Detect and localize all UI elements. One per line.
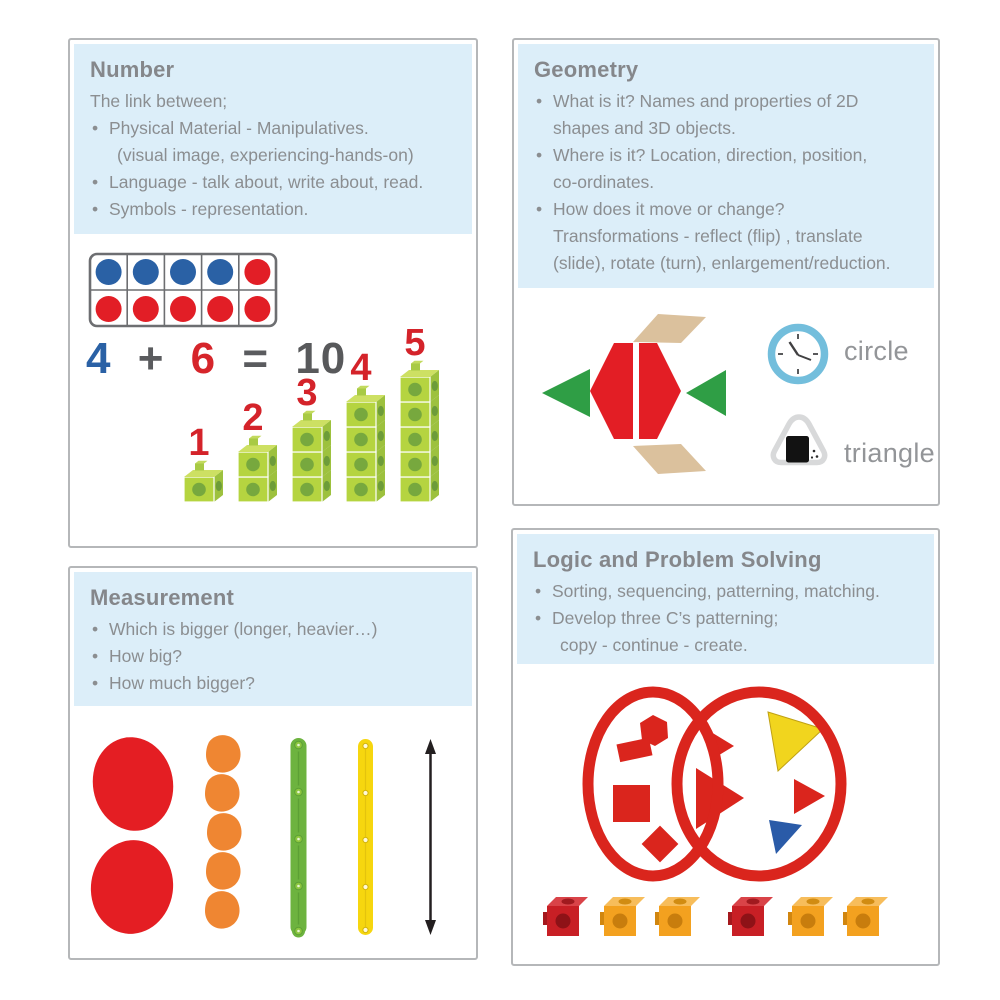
bullet-marker: • [535, 581, 542, 601]
measurement-illustration [78, 723, 470, 951]
bullet-marker: • [536, 199, 543, 219]
geometry-bullet-2-wrap: co-ordinates. [553, 172, 655, 192]
red-diamond [642, 826, 679, 863]
ten-frame-dot [170, 259, 196, 285]
measurement-bullet-1 [90, 616, 458, 643]
ten-frame-dot [133, 259, 159, 285]
geometry-title: Geometry [534, 57, 639, 82]
bullet-text: Develop three C’s patterning; [552, 608, 779, 628]
snap-cube-stacks [172, 302, 472, 542]
logic-bullet-1 [533, 578, 920, 605]
pattern-cube [655, 897, 700, 936]
bullet-marker: • [536, 145, 543, 165]
geometry-bullet-1-wrap: shapes and 3D objects. [553, 118, 736, 138]
plus-sign: + [137, 334, 165, 383]
tangram-fish [526, 302, 774, 494]
logic-bullet-2-sub: copy - continue - create. [560, 635, 748, 655]
geometry-panel-header [518, 44, 934, 288]
bullet-text: How does it move or change? [553, 199, 785, 219]
bullet-text: What is it? Names and properties of 2D [553, 91, 859, 111]
bullet-text: Which is bigger (longer, heavier…) [109, 619, 378, 639]
number-bullet-1 [90, 115, 458, 142]
geometry-panel [512, 38, 940, 506]
geometry-bullet-3-wrap: Transformations - reflect (flip) , translate [553, 226, 863, 246]
logic-panel [511, 528, 940, 966]
measurement-panel-header [74, 572, 472, 706]
orange-drops [205, 735, 242, 928]
geometry-bullet-3-wrap2: (slide), rotate (turn), enlargement/reduction. [553, 253, 891, 273]
number-panel-header [74, 44, 472, 234]
measurement-panel [68, 566, 478, 960]
double-arrow-icon [425, 739, 436, 935]
bullet-text: Symbols - representation. [109, 199, 309, 219]
ten-frame-dot [244, 259, 270, 285]
pattern-cube [843, 897, 888, 936]
stack-number-label: 4 [350, 347, 372, 389]
pattern-cube [600, 897, 645, 936]
red-rectangle [616, 738, 652, 762]
geometry-bullet-1 [534, 88, 920, 115]
equals-sign: = [242, 334, 270, 383]
geometry-bullet-3 [534, 196, 920, 223]
equation-addend-1: 4 [86, 334, 112, 383]
logic-panel-header [517, 534, 934, 664]
bullet-text: Language - talk about, write about, read. [109, 172, 424, 192]
bullet-marker: • [92, 172, 99, 192]
bullet-marker: • [92, 619, 99, 639]
bullet-text: How big? [109, 646, 182, 666]
bullet-marker: • [92, 673, 99, 693]
ten-frame-dot [207, 259, 233, 285]
stack-number-label: 3 [296, 372, 318, 414]
red-square [613, 785, 650, 822]
number-bullet-2 [90, 169, 458, 196]
bullet-marker: • [535, 608, 542, 628]
green-strip [291, 738, 307, 938]
number-intro: The link between; [90, 91, 228, 111]
number-title: Number [90, 57, 175, 82]
ten-frame-dot [96, 259, 122, 285]
red-eggs [85, 731, 181, 939]
number-bullet-1-sub: (visual image, experiencing-hands-on) [117, 145, 414, 165]
red-triangle-right [794, 779, 825, 814]
bullet-text: Sorting, sequencing, patterning, matching. [552, 581, 880, 601]
stack-number-label: 5 [404, 322, 426, 364]
equation-addend-2: 6 [190, 334, 217, 383]
measurement-bullet-2 [90, 643, 458, 670]
yellow-strip [358, 739, 373, 935]
logic-bullet-2 [533, 605, 920, 632]
blue-triangle [769, 820, 802, 854]
measurement-bullet-3 [90, 670, 458, 697]
bullet-text: Physical Material - Manipulatives. [109, 118, 369, 138]
onigiri-triangle-icon [766, 410, 832, 474]
logic-title: Logic and Problem Solving [533, 547, 822, 572]
geometry-bullet-2 [534, 142, 920, 169]
pattern-cube [728, 897, 773, 936]
ten-frame-dot [133, 296, 159, 322]
clock-circle-icon [766, 322, 830, 386]
pattern-cubes [539, 886, 915, 950]
ten-frame-dot [96, 296, 122, 322]
pattern-cube [788, 897, 833, 936]
bullet-marker: • [92, 646, 99, 666]
number-bullet-3 [90, 196, 458, 223]
stack-number-label: 1 [188, 422, 210, 464]
bullet-marker: • [92, 199, 99, 219]
bullet-text: How much bigger? [109, 673, 255, 693]
measurement-title: Measurement [90, 585, 235, 610]
equation-sum: 10 [295, 334, 347, 383]
bullet-marker: • [536, 91, 543, 111]
bullet-text: Where is it? Location, direction, position, [553, 145, 868, 165]
stack-number-label: 2 [242, 397, 264, 439]
circle-label: circle [844, 336, 909, 366]
venn-diagram [579, 680, 869, 884]
bullet-marker: • [92, 118, 99, 138]
number-panel [68, 38, 478, 548]
pattern-cube [543, 897, 588, 936]
triangle-label: triangle [844, 438, 935, 468]
